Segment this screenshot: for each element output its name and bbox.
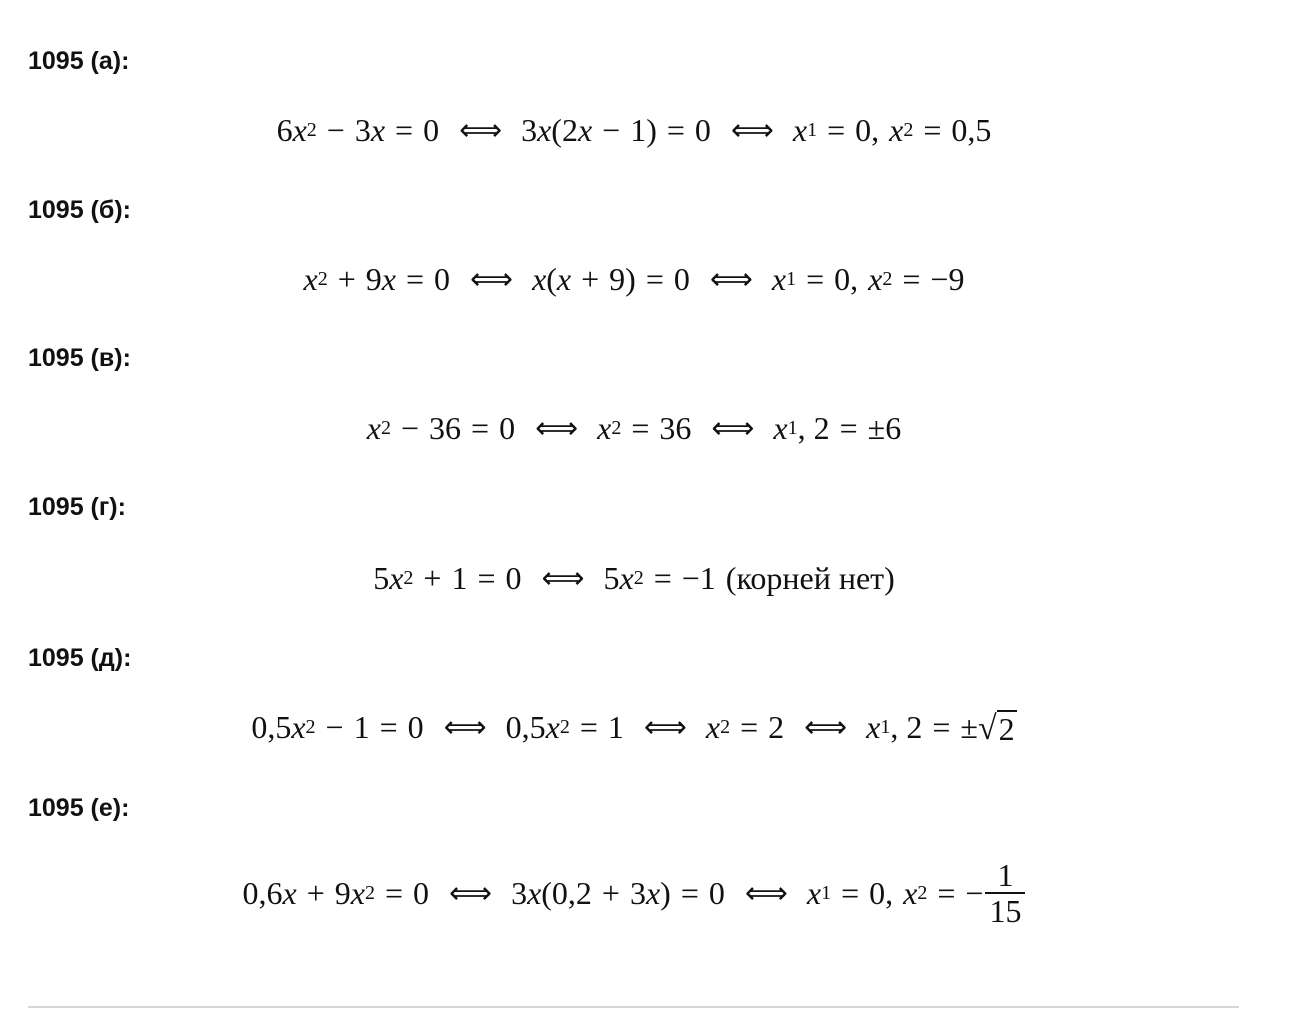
term: 6 (276, 111, 293, 148)
term: 0, (834, 260, 859, 297)
problem-label-a: 1095 (а): (28, 47, 130, 75)
term: , 2 (890, 708, 923, 745)
operator: + (601, 874, 620, 911)
square-root (978, 708, 1017, 746)
equals-sign: = (902, 260, 921, 297)
equals-sign: = (923, 111, 942, 148)
equals-sign: = (666, 111, 685, 148)
variable: x (866, 708, 881, 745)
term: 2 (768, 708, 785, 745)
term: 0 (434, 260, 451, 297)
term: 3 (354, 111, 371, 148)
operator: − (326, 111, 345, 148)
problem-label-g: 1095 (г): (28, 493, 126, 521)
answer: 0,5 (951, 111, 992, 148)
denominator: 15 (985, 892, 1025, 926)
variable: x (903, 874, 918, 911)
term: 36 (659, 409, 692, 446)
operator: − (325, 708, 344, 745)
equals-sign: = (827, 111, 846, 148)
minus-sign: − (965, 874, 984, 911)
plus-minus-sign: ± (960, 708, 978, 745)
radical-sign: √ (977, 710, 997, 747)
equals-sign: = (937, 874, 956, 911)
fraction (985, 857, 1025, 929)
equals-sign: = (477, 559, 496, 596)
variable: x (527, 874, 542, 911)
term: 0 (694, 111, 711, 148)
variable: x (806, 874, 822, 911)
term: 5 (603, 559, 620, 596)
term: 0 (499, 409, 516, 446)
equivalence-arrow: ⟺ (443, 710, 486, 744)
term: 0 (407, 708, 424, 745)
problem-label-d: 1095 (д): (28, 644, 132, 672)
equivalence-arrow: ⟺ (744, 876, 787, 910)
term: 0 (505, 559, 522, 596)
term: −1 (681, 559, 716, 596)
equivalence-arrow: ⟺ (643, 710, 686, 744)
variable: x (577, 111, 593, 148)
equivalence-arrow: ⟺ (459, 113, 502, 147)
variable: x (619, 559, 634, 596)
variable: x (868, 260, 883, 297)
variable: x (597, 409, 612, 446)
radicand: 2 (998, 711, 1015, 747)
equals-sign: = (932, 708, 951, 745)
variable: x (350, 874, 365, 911)
term: 0, (855, 111, 880, 148)
term: 0,5 (505, 708, 546, 745)
problem-label-b: 1095 (б): (28, 196, 131, 224)
equation-b: x 2 + 9 x = 0 ⟺ x ( x + 9) = 0 ⟺ x 1 = 0, x 2 = −9 (303, 260, 965, 297)
term: 0, (869, 874, 894, 911)
term: 0,5 (251, 708, 292, 745)
variable: x (771, 260, 787, 297)
equation-e: 0,6 x + 9 x 2 = 0 ⟺ 3 x (0,2 + 3 x ) = 0 ⟺ x 1 = 0, x 2 = − $\frac{1}{15}$ (0, 858, 1268, 928)
operator: + (337, 260, 356, 297)
equals-sign: = (379, 708, 398, 745)
no-roots-note: (корней нет) (725, 559, 895, 596)
equivalence-arrow: ⟺ (709, 262, 752, 296)
problem-label-e: 1095 (е): (28, 794, 130, 822)
equals-sign: = (841, 874, 860, 911)
variable: x (291, 708, 306, 745)
term: 9) (609, 260, 636, 297)
variable: x (545, 708, 560, 745)
equivalence-arrow: ⟺ (711, 411, 754, 445)
variable: x (532, 260, 547, 297)
equals-sign: = (385, 874, 404, 911)
equivalence-arrow: ⟺ (804, 710, 847, 744)
variable: x (705, 708, 721, 745)
variable: x (282, 874, 297, 911)
variable: x (773, 409, 788, 446)
equation-v: x 2 − 36 = 0 ⟺ x 2 = 36 ⟺ x 1 , 2 = ±6 (366, 409, 902, 446)
operator: − (602, 111, 621, 148)
equals-sign: = (680, 874, 699, 911)
equivalence-arrow: ⟺ (470, 262, 513, 296)
term: (2 (551, 111, 578, 148)
variable: x (303, 260, 318, 297)
equation-d: 0,5 x 2 − 1 = 0 ⟺ 0,5 x 2 = 1 ⟺ x 2 = 2 ⟺ x 1 , 2 = ± √ 2 (251, 708, 1015, 747)
term: , 2 (797, 409, 830, 446)
bottom-divider (28, 1006, 1239, 1008)
term: 1 (451, 559, 468, 596)
equals-sign: = (471, 409, 490, 446)
term: 0 (423, 111, 440, 148)
numerator: 1 (997, 857, 1014, 893)
term: 0 (708, 874, 725, 911)
variable: x (381, 260, 396, 297)
variable: x (366, 409, 381, 446)
answer: ±6 (867, 409, 902, 446)
equals-sign: = (395, 111, 414, 148)
term: ( (546, 260, 557, 297)
variable: x (889, 111, 904, 148)
term: 1 (607, 708, 624, 745)
variable: x (389, 559, 404, 596)
term: 0,6 (242, 874, 283, 911)
term: 3 (521, 111, 538, 148)
equals-sign: = (645, 260, 664, 297)
operator: + (423, 559, 442, 596)
equivalence-arrow: ⟺ (730, 113, 773, 147)
variable: x (556, 260, 572, 297)
equals-sign: = (631, 409, 650, 446)
variable: x (792, 111, 808, 148)
term: 1) (630, 111, 657, 148)
term: ) (660, 874, 671, 911)
equals-sign: = (406, 260, 425, 297)
variable: x (645, 874, 661, 911)
equivalence-arrow: ⟺ (541, 561, 584, 595)
equals-sign: = (653, 559, 672, 596)
equation-a: 6 x 2 − 3 x = 0 ⟺ 3 x (2 x − 1) = 0 ⟺ x 1 = 0, x 2 = 0,5 (276, 111, 992, 148)
operator: + (306, 874, 325, 911)
term: 9 (334, 874, 351, 911)
problem-label-v: 1095 (в): (28, 344, 131, 372)
variable: x (537, 111, 552, 148)
term: 36 (429, 409, 462, 446)
operator: − (401, 409, 420, 446)
equation-g: 5 x 2 + 1 = 0 ⟺ 5 x 2 = −1 (корней нет) (373, 559, 895, 596)
term: 1 (353, 708, 370, 745)
answer: −9 (930, 260, 965, 297)
equals-sign: = (839, 409, 858, 446)
term: 0 (413, 874, 430, 911)
variable: x (370, 111, 386, 148)
equivalence-arrow: ⟺ (449, 876, 492, 910)
equals-sign: = (579, 708, 598, 745)
term: 5 (373, 559, 390, 596)
term: 3 (511, 874, 528, 911)
term: (0,2 (541, 874, 592, 911)
equivalence-arrow: ⟺ (535, 411, 578, 445)
term: 9 (365, 260, 382, 297)
equals-sign: = (806, 260, 825, 297)
term: 3 (629, 874, 646, 911)
operator: + (581, 260, 600, 297)
equals-sign: = (740, 708, 759, 745)
term: 0 (673, 260, 690, 297)
variable: x (292, 111, 307, 148)
